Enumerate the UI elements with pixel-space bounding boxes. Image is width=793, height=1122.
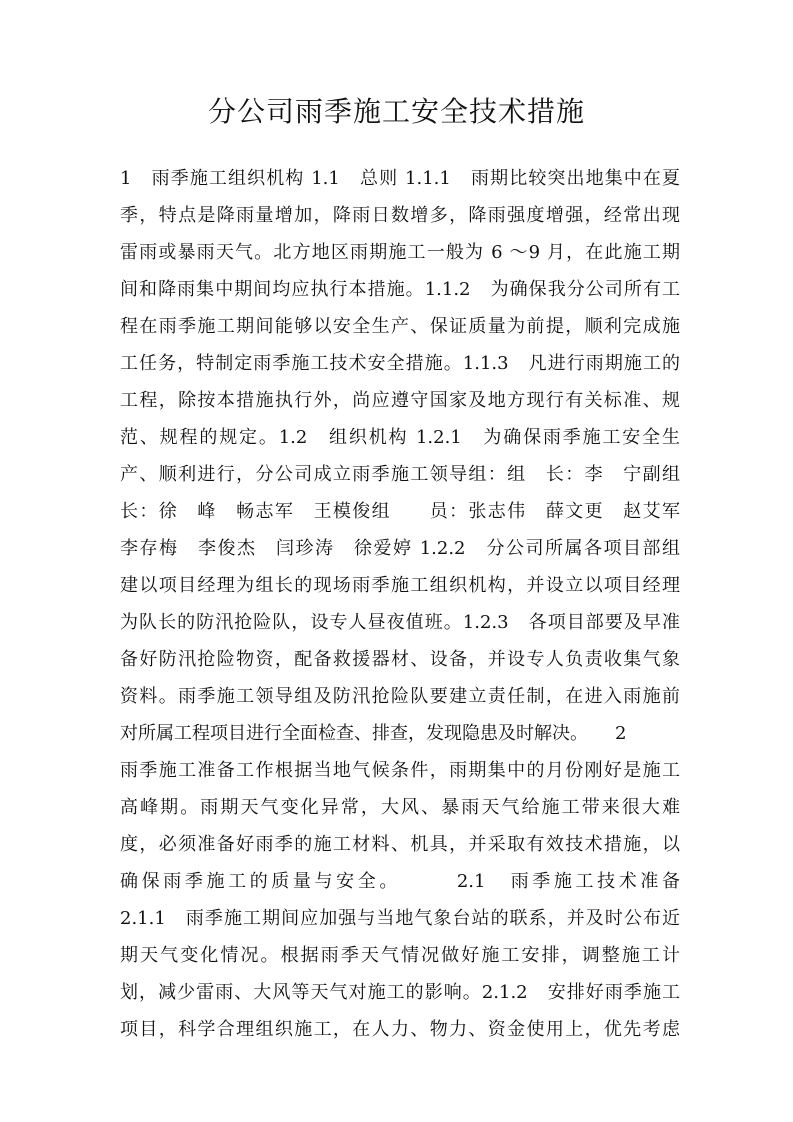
body-line: 建以项目经理为组长的现场雨季施工组织机构，并设立以项目经理 xyxy=(120,575,680,596)
body-line: 长：徐 峰 畅志军 王模俊组 员：张志伟 薛文更 赵艾军 xyxy=(120,501,680,522)
body-line: 程在雨季施工期间能够以安全生产、保证质量为前提，顺利完成施 xyxy=(120,316,680,337)
body-line: 雷雨或暴雨天气。北方地区雨期施工一般为 6 ～9 月，在此施工期 xyxy=(120,242,680,263)
body-line: 李存梅 李俊杰 闫珍涛 徐爱婷 1.2.2 分公司所属各项目部组 xyxy=(120,538,680,559)
body-line: 备好防汛抢险物资，配备救援器材、设备，并设专人负责收集气象 xyxy=(120,649,680,670)
body-line: 雨季施工准备工作根据当地气候条件，雨期集中的月份刚好是施工 xyxy=(120,760,680,781)
body-line: 1 雨季施工组织机构 1.1 总则 1.1.1 雨期比较突出地集中在夏 xyxy=(120,168,680,189)
body-line: 间和降雨集中期间均应执行本措施。1.1.2 为确保我分公司所有工 xyxy=(120,279,680,300)
body-line: 为队长的防汛抢险队，设专人昼夜值班。1.2.3 各项目部要及早准 xyxy=(120,612,680,633)
document-body xyxy=(120,160,680,1048)
body-line: 范、规程的规定。1.2 组织机构 1.2.1 为确保雨季施工安全生 xyxy=(120,427,680,448)
body-line: 2.1.1 雨季施工期间应加强与当地气象台站的联系，并及时公布近 xyxy=(120,908,680,929)
body-line: 期天气变化情况。根据雨季天气情况做好施工安排，调整施工计 xyxy=(120,945,680,966)
body-line: 项目，科学合理组织施工，在人力、物力、资金使用上，优先考虑 xyxy=(120,1019,680,1040)
document-title: 分公司雨季施工安全技术措施 xyxy=(207,95,585,128)
body-line: 资料。雨季施工领导组及防汛抢险队要建立责任制，在进入雨施前 xyxy=(120,686,680,707)
body-line: 季，特点是降雨量增加，降雨日数增多，降雨强度增强，经常出现 xyxy=(120,205,680,226)
body-line: 工任务，特制定雨季施工技术安全措施。1.1.3 凡进行雨期施工的 xyxy=(120,353,680,374)
body-line: 度，必须准备好雨季的施工材料、机具，并采取有效技术措施，以 xyxy=(120,834,680,855)
body-line: 确保雨季施工的质量与安全。 2.1 雨季施工技术准备 xyxy=(120,871,680,892)
body-line: 对所属工程项目进行全面检查、排查，发现隐患及时解决。 2 xyxy=(120,723,627,744)
body-line: 产、顺利进行，分公司成立雨季施工领导组：组 长：李 宁副组 xyxy=(120,464,680,485)
body-line: 高峰期。雨期天气变化异常，大风、暴雨天气给施工带来很大难 xyxy=(120,797,680,818)
body-line: 划，减少雷雨、大风等天气对施工的影响。2.1.2 安排好雨季施工 xyxy=(120,982,680,1003)
body-line: 工程，除按本措施执行外，尚应遵守国家及地方现行有关标准、规 xyxy=(120,390,680,411)
